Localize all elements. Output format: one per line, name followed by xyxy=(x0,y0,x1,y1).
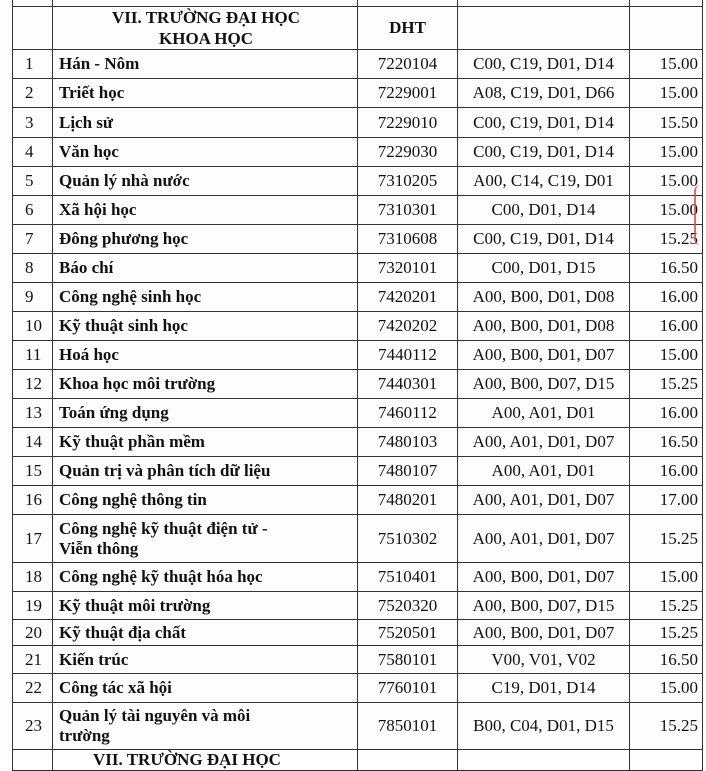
major-name: Công nghệ thông tin xyxy=(53,486,358,515)
row-number: 11 xyxy=(13,341,53,370)
table-row xyxy=(13,486,703,515)
major-name: Công tác xã hội xyxy=(53,674,358,703)
table-row xyxy=(13,515,703,563)
row-number: 5 xyxy=(13,167,53,196)
row-number: 13 xyxy=(13,399,53,428)
subject-combination: A00, B00, D01, D08 xyxy=(458,312,630,341)
subject-combination: C00, C19, D01, D14 xyxy=(458,108,630,138)
table-row xyxy=(13,167,703,196)
cut-bottom-row xyxy=(13,750,703,771)
major-name: Kỹ thuật địa chất xyxy=(53,620,358,646)
major-name-line1: Công nghệ kỹ thuật điện tử - xyxy=(59,518,268,538)
major-code: 7480103 xyxy=(358,428,458,457)
cutoff-score: 15.00 xyxy=(630,138,703,167)
row-number: 16 xyxy=(13,486,53,515)
row-number: 23 xyxy=(13,703,53,750)
cutoff-score: 15.50 xyxy=(630,108,703,138)
row-number: 1 xyxy=(13,50,53,79)
row-number: 19 xyxy=(13,592,53,620)
major-code: 7320101 xyxy=(358,254,458,283)
admission-score-table xyxy=(12,0,703,771)
cutoff-score: 15.25 xyxy=(630,620,703,646)
header-score-cell xyxy=(630,7,703,50)
row-number: 15 xyxy=(13,457,53,486)
cutoff-score: 15.00 xyxy=(630,563,703,592)
cutoff-score: 15.25 xyxy=(630,225,703,254)
major-name-line1: Quản lý tài nguyên và môi xyxy=(59,706,251,725)
table-row xyxy=(13,254,703,283)
cutoff-score: 15.25 xyxy=(630,515,703,563)
table-row xyxy=(13,283,703,312)
table-row xyxy=(13,592,703,620)
section-title xyxy=(53,7,358,50)
cutoff-score: 16.50 xyxy=(630,428,703,457)
row-number: 22 xyxy=(13,674,53,703)
row-number: 14 xyxy=(13,428,53,457)
subject-combination: B00, C04, D01, D15 xyxy=(458,703,630,750)
major-code: 7520501 xyxy=(358,620,458,646)
cutoff-score: 15.00 xyxy=(630,79,703,108)
table-row xyxy=(13,79,703,108)
table-row xyxy=(13,225,703,254)
major-code: 7420201 xyxy=(358,283,458,312)
major-code: 7480107 xyxy=(358,457,458,486)
school-code: DHT xyxy=(358,7,458,50)
major-name: Kiến trúc xyxy=(53,646,358,674)
subject-combination: A00, A01, D01 xyxy=(458,457,630,486)
major-code: 7229001 xyxy=(358,79,458,108)
subject-combination: C00, C19, D01, D14 xyxy=(458,225,630,254)
major-code: 7850101 xyxy=(358,703,458,750)
major-name: Kỹ thuật phần mềm xyxy=(53,428,358,457)
major-name: Quản lý nhà nước xyxy=(53,167,358,196)
cutoff-score: 15.00 xyxy=(630,167,703,196)
table-row xyxy=(13,50,703,79)
cutoff-score: 15.25 xyxy=(630,370,703,399)
major-name: Hán - Nôm xyxy=(53,50,358,79)
subject-combination: A00, C14, C19, D01 xyxy=(458,167,630,196)
subject-combination: A00, A01, D01, D07 xyxy=(458,486,630,515)
row-number: 17 xyxy=(13,515,53,563)
cutoff-score: 16.00 xyxy=(630,283,703,312)
cutoff-score: 15.00 xyxy=(630,341,703,370)
row-number: 2 xyxy=(13,79,53,108)
row-number: 4 xyxy=(13,138,53,167)
subject-combination: C00, C19, D01, D14 xyxy=(458,138,630,167)
subject-combination: A00, A01, D01 xyxy=(458,399,630,428)
next-section-title: VII. TRƯỜNG ĐẠI HỌC xyxy=(53,750,358,771)
cutoff-score: 15.25 xyxy=(630,592,703,620)
section-header-row xyxy=(13,7,703,50)
major-name: Triết học xyxy=(53,79,358,108)
major-code: 7580101 xyxy=(358,646,458,674)
major-code: 7440301 xyxy=(358,370,458,399)
section-title-line2: KHOA HỌC xyxy=(159,29,253,48)
table-row xyxy=(13,399,703,428)
major-name: Kỹ thuật sinh học xyxy=(53,312,358,341)
cutoff-score: 15.00 xyxy=(630,196,703,225)
major-code: 7220104 xyxy=(358,50,458,79)
table-row xyxy=(13,646,703,674)
major-code: 7310608 xyxy=(358,225,458,254)
major-code: 7460112 xyxy=(358,399,458,428)
cutoff-score: 15.25 xyxy=(630,703,703,750)
major-name: Xã hội học xyxy=(53,196,358,225)
table-row xyxy=(13,428,703,457)
major-name-line2: trường xyxy=(59,726,110,745)
header-combo-cell xyxy=(458,7,630,50)
major-name xyxy=(53,515,358,563)
cutoff-score: 16.50 xyxy=(630,646,703,674)
table-row xyxy=(13,138,703,167)
row-number: 7 xyxy=(13,225,53,254)
table-row xyxy=(13,674,703,703)
row-number: 10 xyxy=(13,312,53,341)
row-number: 21 xyxy=(13,646,53,674)
cutoff-score: 15.00 xyxy=(630,674,703,703)
major-name: Văn học xyxy=(53,138,358,167)
major-code: 7510401 xyxy=(358,563,458,592)
major-code: 7310301 xyxy=(358,196,458,225)
major-code: 7420202 xyxy=(358,312,458,341)
subject-combination: C00, D01, D15 xyxy=(458,254,630,283)
major-code: 7229030 xyxy=(358,138,458,167)
subject-combination: A00, B00, D07, D15 xyxy=(458,370,630,399)
subject-combination: A00, A01, D01, D07 xyxy=(458,428,630,457)
row-number: 12 xyxy=(13,370,53,399)
major-name: Công nghệ kỹ thuật hóa học xyxy=(53,563,358,592)
table-row xyxy=(13,457,703,486)
major-code: 7510302 xyxy=(358,515,458,563)
major-name xyxy=(53,703,358,750)
subject-combination: C19, D01, D14 xyxy=(458,674,630,703)
row-number: 20 xyxy=(13,620,53,646)
major-code: 7760101 xyxy=(358,674,458,703)
table-row xyxy=(13,108,703,138)
cutoff-score: 17.00 xyxy=(630,486,703,515)
major-name: Khoa học môi trường xyxy=(53,370,358,399)
table-row xyxy=(13,620,703,646)
major-name: Báo chí xyxy=(53,254,358,283)
major-code: 7480201 xyxy=(358,486,458,515)
major-name: Lịch sử xyxy=(53,108,358,138)
row-number: 8 xyxy=(13,254,53,283)
row-number: 3 xyxy=(13,108,53,138)
major-name: Kỹ thuật môi trường xyxy=(53,592,358,620)
subject-combination: A00, A01, D01, D07 xyxy=(458,515,630,563)
subject-combination: A08, C19, D01, D66 xyxy=(458,79,630,108)
major-name: Quản trị và phân tích dữ liệu xyxy=(53,457,358,486)
major-code: 7310205 xyxy=(358,167,458,196)
major-name: Toán ứng dụng xyxy=(53,399,358,428)
table-row xyxy=(13,370,703,399)
major-name-line2: Viễn thông xyxy=(59,538,139,558)
subject-combination: A00, B00, D01, D07 xyxy=(458,620,630,646)
red-stamp-edge xyxy=(694,185,706,245)
cutoff-score: 16.00 xyxy=(630,312,703,341)
major-name: Đông phương học xyxy=(53,225,358,254)
row-number: 6 xyxy=(13,196,53,225)
table-row xyxy=(13,196,703,225)
section-title-line1: VII. TRƯỜNG ĐẠI HỌC xyxy=(112,8,300,27)
cutoff-score: 16.00 xyxy=(630,457,703,486)
header-no-cell xyxy=(13,7,53,50)
subject-combination: A00, B00, D01, D07 xyxy=(458,563,630,592)
major-name: Hoá học xyxy=(53,341,358,370)
cutoff-score: 15.00 xyxy=(630,50,703,79)
subject-combination: A00, B00, D07, D15 xyxy=(458,592,630,620)
subject-combination: C00, C19, D01, D14 xyxy=(458,50,630,79)
table-row xyxy=(13,703,703,750)
subject-combination: A00, B00, D01, D07 xyxy=(458,341,630,370)
subject-combination: A00, B00, D01, D08 xyxy=(458,283,630,312)
row-number: 18 xyxy=(13,563,53,592)
major-code: 7520320 xyxy=(358,592,458,620)
table-row xyxy=(13,341,703,370)
cutoff-score: 16.00 xyxy=(630,399,703,428)
row-number: 9 xyxy=(13,283,53,312)
major-code: 7440112 xyxy=(358,341,458,370)
table-row xyxy=(13,563,703,592)
table-row xyxy=(13,312,703,341)
major-name: Công nghệ sinh học xyxy=(53,283,358,312)
major-code: 7229010 xyxy=(358,108,458,138)
subject-combination: V00, V01, V02 xyxy=(458,646,630,674)
cutoff-score: 16.50 xyxy=(630,254,703,283)
subject-combination: C00, D01, D14 xyxy=(458,196,630,225)
